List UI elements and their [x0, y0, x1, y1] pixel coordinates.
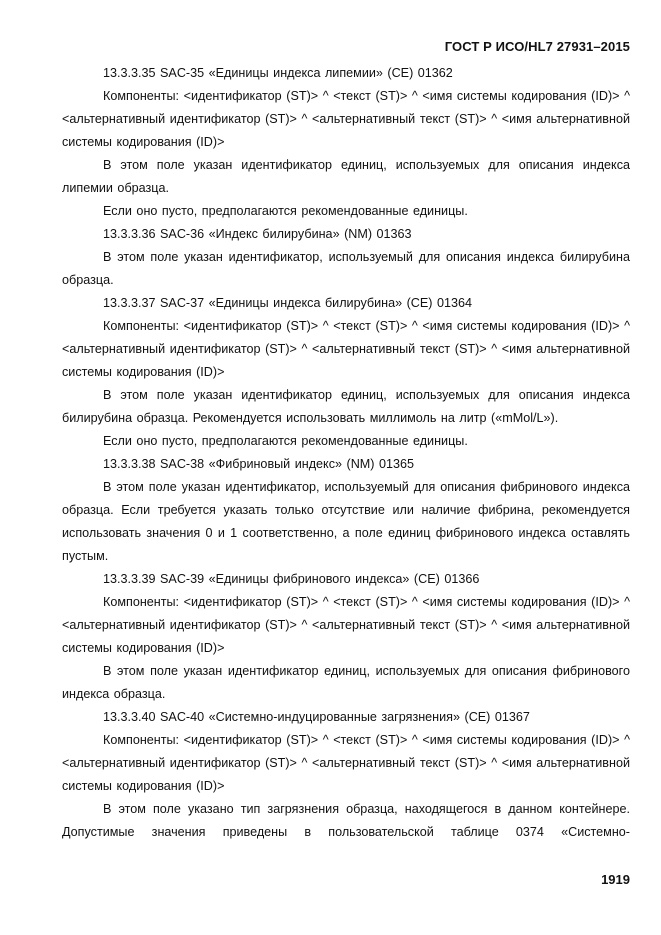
body-paragraph: В этом поле указан идентификатор единиц, используемых для описания фибринового индекса образца. [62, 664, 630, 701]
body-paragraph: В этом поле указан идентификатор единиц, используемых для описания индекса билирубина образца. Рекомендуется использовать миллимоль на литр («mMol/L»). [62, 388, 630, 425]
section-heading: 13.3.3.38 SAC-38 «Фибриновый индекс» (NM) 01365 [103, 457, 415, 471]
body-paragraph: Компоненты: <идентификатор (ST)> ^ <текст (ST)> ^ <имя системы кодирования (ID)> ^ <альтернативный идентификатор (ST)> ^ <альтернативный текст (ST)> ^ <имя альтернативной системы кодирования (ID)> [62, 319, 630, 379]
section-heading: 13.3.3.40 SAC-40 «Системно-индуцированные загрязнения» (CE) 01367 [103, 710, 530, 724]
body-paragraph: В этом поле указан идентификатор, используемый для описания индекса билирубина образца. [62, 250, 630, 287]
section-heading: 13.3.3.39 SAC-39 «Единицы фибринового индекса» (CE) 01366 [103, 572, 480, 586]
body-paragraph: Компоненты: <идентификатор (ST)> ^ <текст (ST)> ^ <имя системы кодирования (ID)> ^ <альтернативный идентификатор (ST)> ^ <альтернативный текст (ST)> ^ <имя альтернативной системы кодирования (ID)> [62, 89, 630, 149]
body-paragraph: В этом поле указан идентификатор единиц, используемых для описания индекса липемии образца. [62, 158, 630, 195]
page-number: 1919 [601, 872, 630, 887]
body-paragraph: Компоненты: <идентификатор (ST)> ^ <текст (ST)> ^ <имя системы кодирования (ID)> ^ <альтернативный идентификатор (ST)> ^ <альтернативный текст (ST)> ^ <имя альтернативной системы кодирования (ID)> [62, 733, 630, 793]
document-body [62, 62, 630, 844]
body-paragraph: Компоненты: <идентификатор (ST)> ^ <текст (ST)> ^ <имя системы кодирования (ID)> ^ <альтернативный идентификатор (ST)> ^ <альтернативный текст (ST)> ^ <имя альтернативной системы кодирования (ID)> [62, 595, 630, 655]
body-paragraph: В этом поле указано тип загрязнения образца, находящегося в данном контейнере. Допустимые значения приведены в пользовательской таблице 0374 «Системно- [62, 802, 630, 839]
section-heading: 13.3.3.37 SAC-37 «Единицы индекса билирубина» (CE) 01364 [103, 296, 472, 310]
body-paragraph: В этом поле указан идентификатор, используемый для описания фибринового индекса образца. Если требуется указать только отсутствие или наличие фибрина, рекомендуется использовать значения 0 и 1 соответственно, а поле единиц фибринового индекса оставлять пустым. [62, 480, 630, 563]
body-paragraph: Если оно пусто, предполагаются рекомендованные единицы. [103, 434, 468, 448]
section-heading: 13.3.3.35 SAC-35 «Единицы индекса липемии» (CE) 01362 [103, 66, 453, 80]
document-standard-code: ГОСТ Р ИСО/HL7 27931–2015 [444, 39, 630, 54]
body-paragraph: Если оно пусто, предполагаются рекомендованные единицы. [103, 204, 468, 218]
section-heading: 13.3.3.36 SAC-36 «Индекс билирубина» (NM) 01363 [103, 227, 412, 241]
